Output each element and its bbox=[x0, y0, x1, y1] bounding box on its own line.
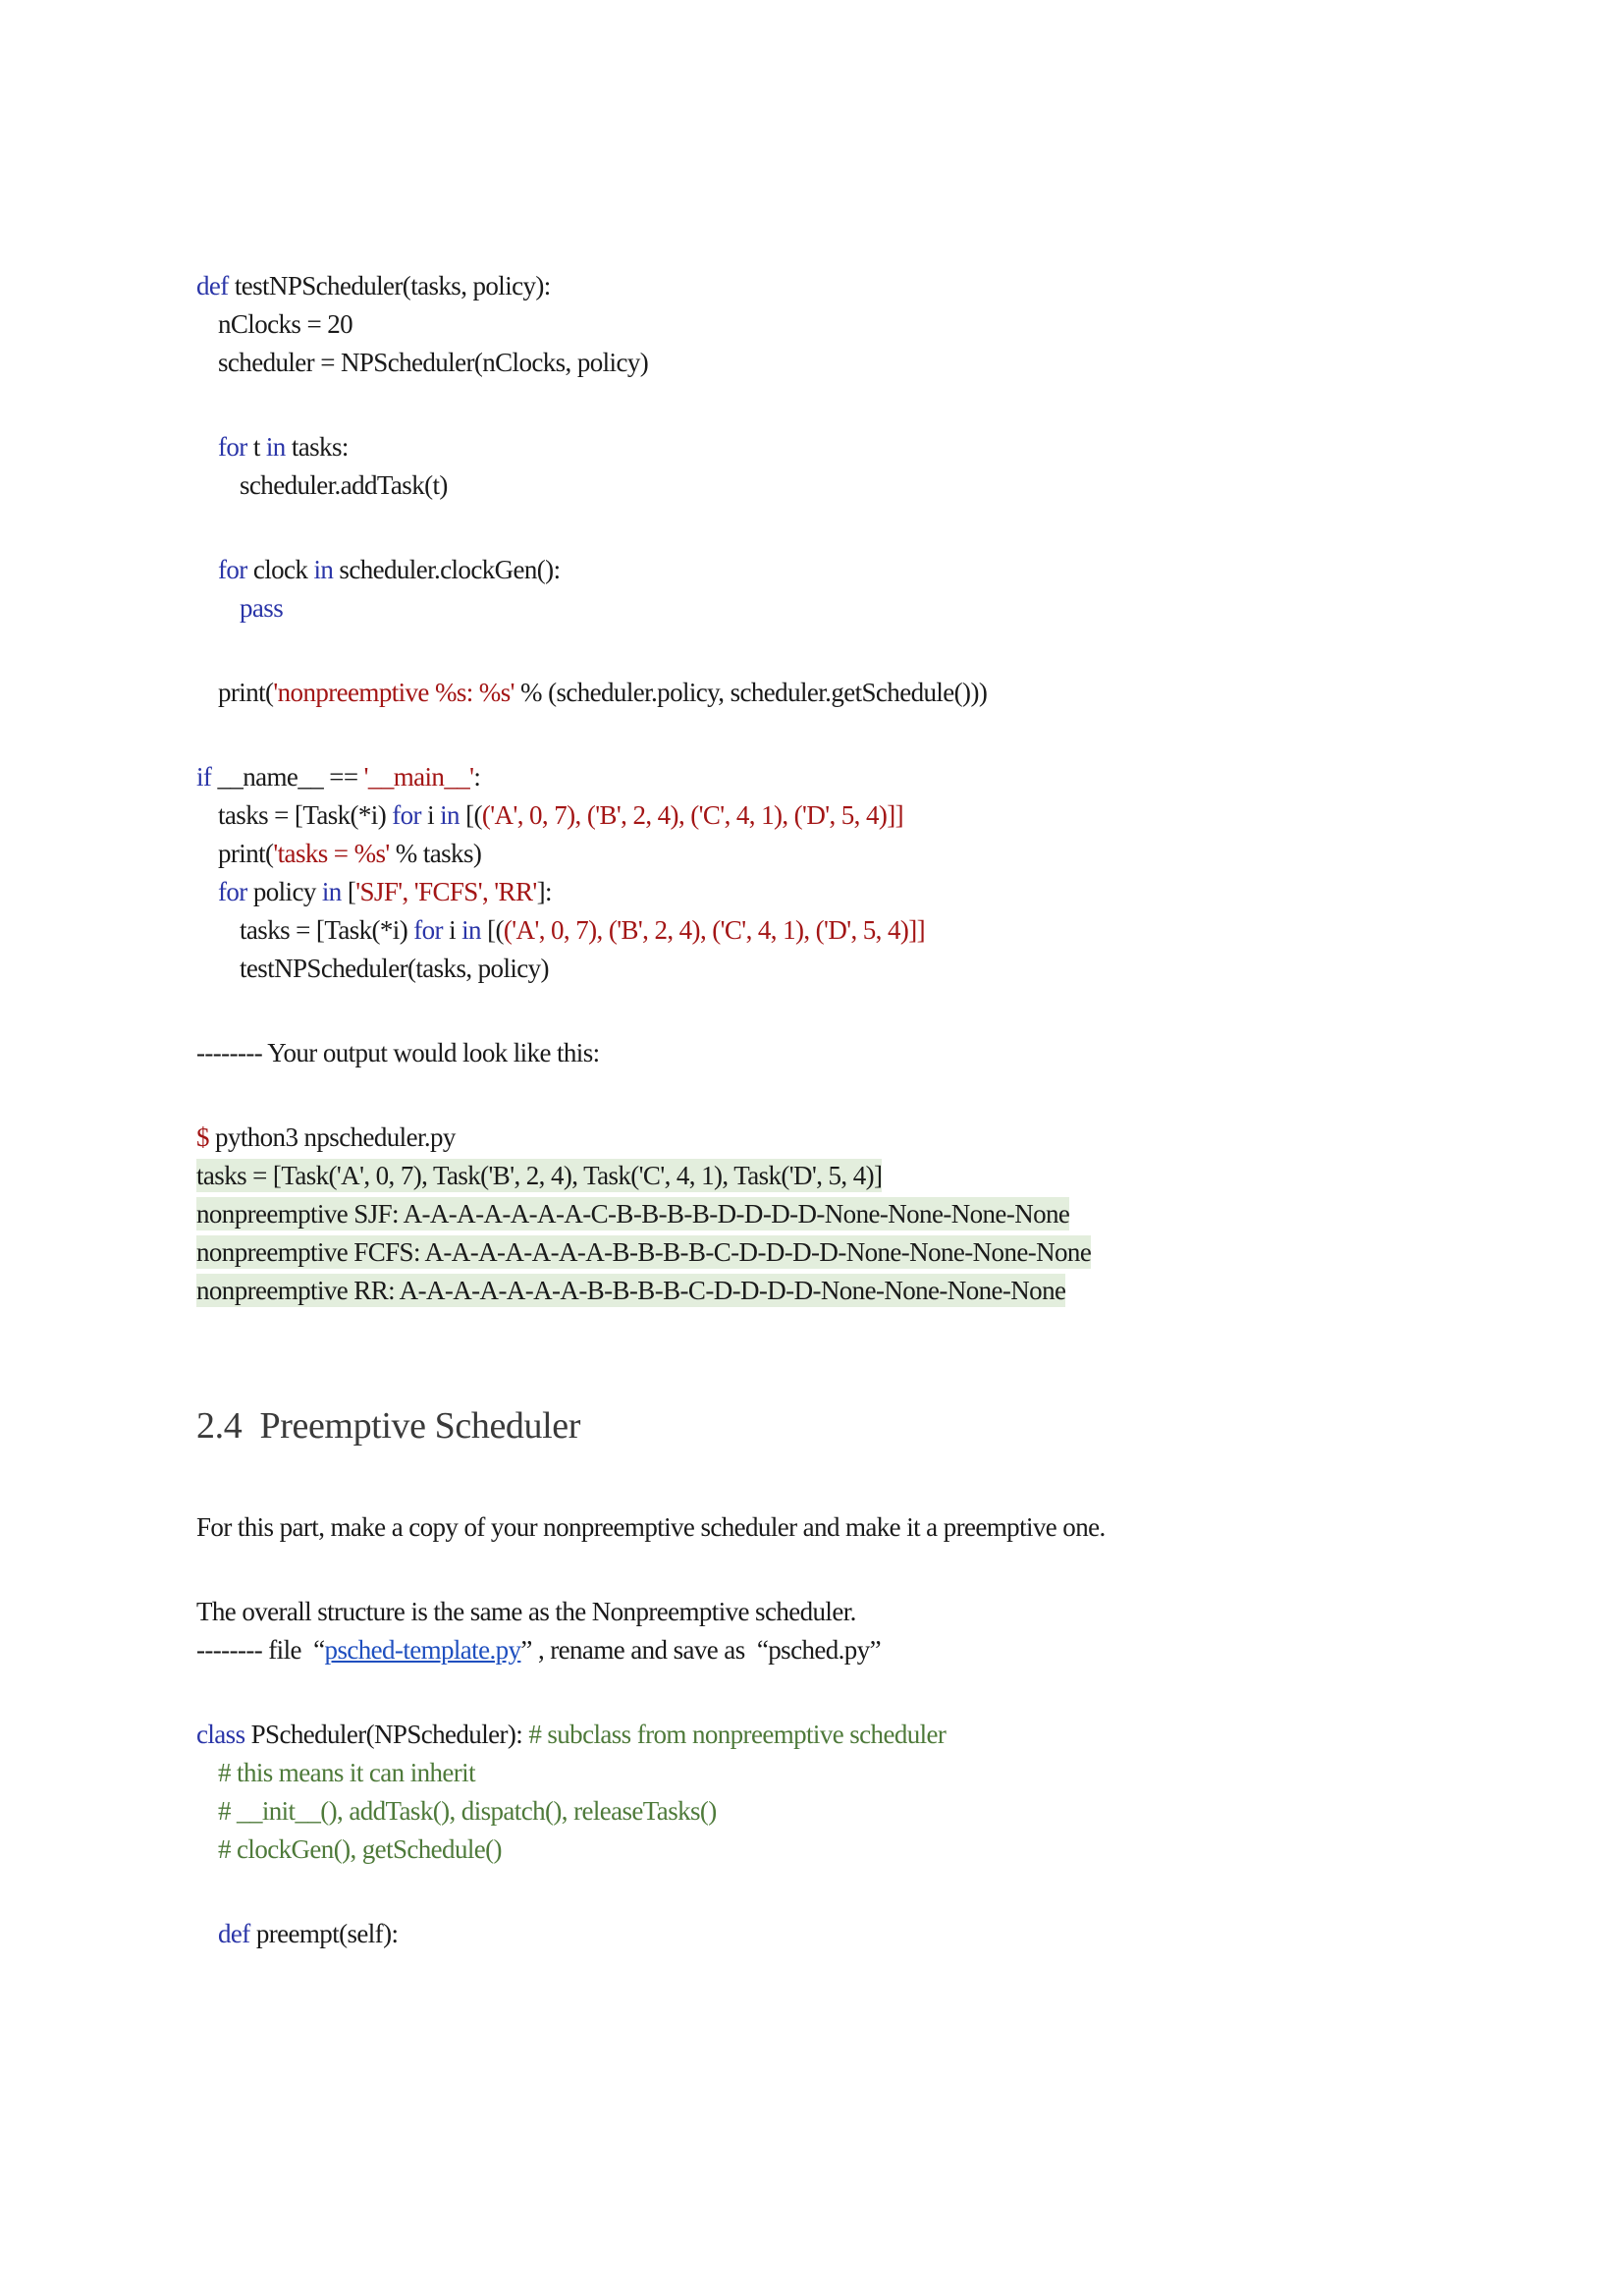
code-tasks-assign: tasks = [Task(*i) for i in [(('A', 0, 7), ('B', 2, 4), ('C', 4, 1), ('D', 5, 4)]] bbox=[218, 800, 904, 830]
section-paragraph-2: The overall structure is the same as the Nonpreemptive scheduler. bbox=[196, 1597, 856, 1626]
code-test-call: testNPScheduler(tasks, policy) bbox=[240, 954, 549, 983]
code-tasks-reassign: tasks = [Task(*i) for i in [(('A', 0, 7), ('B', 2, 4), ('C', 4, 1), ('D', 5, 4)]] bbox=[240, 915, 926, 945]
terminal-command: $ python3 npscheduler.py bbox=[196, 1122, 456, 1152]
terminal-output-line: nonpreemptive SJF: A-A-A-A-A-A-A-C-B-B-B-B-D-D-D-D-None-None-None-None bbox=[196, 1199, 1070, 1229]
terminal-output-line: nonpreemptive RR: A-A-A-A-A-A-A-B-B-B-B-C-D-D-D-D-None-None-None-None bbox=[196, 1276, 1066, 1305]
code-for-tasks: for t in tasks: bbox=[218, 432, 349, 462]
terminal-output-line: tasks = [Task('A', 0, 7), Task('B', 2, 4), Task('C', 4, 1), Task('D', 5, 4)] bbox=[196, 1161, 883, 1190]
code-print-tasks: print('tasks = %s' % tasks) bbox=[218, 839, 482, 868]
code-addtask: scheduler.addTask(t) bbox=[240, 470, 448, 500]
file-instruction: -------- file “psched-template.py” , rename and save as “psched.py” bbox=[196, 1635, 881, 1665]
code-for-clock: for clock in scheduler.clockGen(): bbox=[218, 555, 561, 584]
code-def-testnpscheduler: def testNPScheduler(tasks, policy): bbox=[196, 271, 551, 301]
code-scheduler-init: scheduler = NPScheduler(nClocks, policy) bbox=[218, 348, 649, 377]
code-class-pscheduler: class PScheduler(NPScheduler): # subclass from nonpreemptive scheduler bbox=[196, 1720, 947, 1749]
code-nclocks: nClocks = 20 bbox=[218, 309, 353, 339]
code-print-schedule: print('nonpreemptive %s: %s' % (scheduler.policy, scheduler.getSchedule())) bbox=[218, 678, 988, 707]
terminal-output-line: nonpreemptive FCFS: A-A-A-A-A-A-A-B-B-B-B-C-D-D-D-D-None-None-None-None bbox=[196, 1237, 1092, 1267]
code-if-main: if __name__ == '__main__': bbox=[196, 762, 481, 792]
code-pass: pass bbox=[240, 593, 284, 623]
code-comment: # __init__(), addTask(), dispatch(), releaseTasks() bbox=[218, 1796, 717, 1826]
code-for-policy: for policy in ['SJF', 'FCFS', 'RR']: bbox=[218, 877, 552, 906]
code-comment: # clockGen(), getSchedule() bbox=[218, 1834, 502, 1864]
template-file-link[interactable]: psched-template.py bbox=[324, 1635, 521, 1665]
output-intro: -------- Your output would look like this: bbox=[196, 1038, 600, 1067]
code-comment: # this means it can inherit bbox=[218, 1758, 475, 1787]
code-def-preempt: def preempt(self): bbox=[218, 1919, 399, 1948]
section-paragraph-1: For this part, make a copy of your nonpreemptive scheduler and make it a preemptive one. bbox=[196, 1512, 1106, 1542]
section-heading: 2.4 Preemptive Scheduler bbox=[196, 1405, 581, 1447]
